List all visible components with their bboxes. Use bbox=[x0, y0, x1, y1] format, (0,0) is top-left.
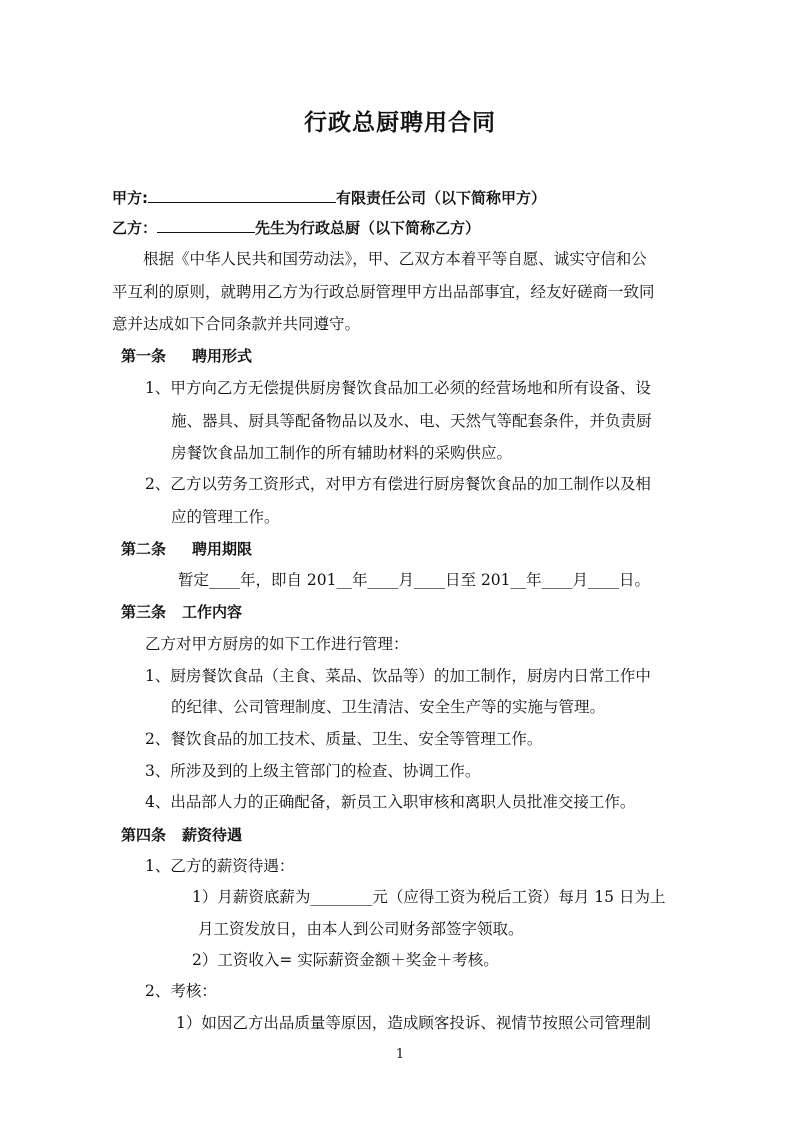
article-4-title: 薪资待遇 bbox=[182, 826, 243, 844]
article-4-sub-2: 2）工资收入= 实际薪资金额＋奖金＋考核。 bbox=[192, 951, 499, 969]
article-4-sub-1-line-1: 1）月薪资底薪为________元（应得工资为税后工资）每月 15 日为上 bbox=[192, 888, 666, 906]
party-b-name-blank bbox=[157, 218, 255, 233]
party-a-name-blank bbox=[148, 188, 336, 203]
article-1-item-1-line-1: 1、甲方向乙方无偿提供厨房餐饮食品加工必须的经营场地和所有设备、设 bbox=[145, 379, 651, 397]
article-4-item-2-label: 2、考核： bbox=[145, 982, 217, 1000]
article-3-item-2: 2、餐饮食品的加工技术、质量、卫生、安全等管理工作。 bbox=[145, 730, 543, 748]
article-1-heading bbox=[121, 346, 252, 366]
intro-line-1: 根据《中华人民共和国劳动法》，甲、乙双方本着平等自愿、诚实守信和公 bbox=[143, 250, 647, 268]
article-3-lead: 乙方对甲方厨房的如下工作进行管理： bbox=[145, 635, 409, 653]
party-a-label: 甲方: bbox=[112, 189, 148, 207]
party-b-line bbox=[112, 218, 480, 238]
article-1-number: 第一条 bbox=[121, 347, 167, 365]
party-b-suffix: 先生为行政总厨（以下简称乙方） bbox=[255, 219, 481, 237]
article-4-sub-1-line-2: 月工资发放日，由本人到公司财务部签字领取。 bbox=[198, 920, 524, 938]
page-number: 1 bbox=[395, 1047, 405, 1062]
article-1-item-2-line-1: 2、乙方以劳务工资形式，对甲方有偿进行厨房餐饮食品的加工制作以及相 bbox=[145, 475, 651, 493]
article-3-item-3: 3、所涉及到的上级主管部门的检查、协调工作。 bbox=[145, 762, 481, 780]
article-3-number: 第三条 bbox=[121, 603, 167, 621]
article-2-heading bbox=[121, 539, 252, 559]
article-4-heading bbox=[121, 825, 242, 845]
intro-line-3: 意并达成如下合同条款并共同遵守。 bbox=[112, 315, 361, 333]
article-3-item-1-line-1: 1、厨房餐饮食品（主食、菜品、饮品等）的加工制作，厨房内日常工作中 bbox=[145, 667, 651, 685]
article-2-title: 聘用期限 bbox=[192, 540, 253, 558]
article-4-sub-3: 1）如因乙方出品质量等原因，造成顾客投诉、视情节按照公司管理制 bbox=[176, 1014, 651, 1032]
article-1-item-1-line-2: 施、器具、厨具等配备物品以及水、电、天然气等配套条件，并负责厨 bbox=[171, 412, 652, 430]
article-4-item-1-label: 1、乙方的薪资待遇： bbox=[145, 857, 295, 875]
article-3-item-1-line-2: 的纪律、公司管理制度、卫生清洁、安全生产等的实施与管理。 bbox=[171, 698, 606, 716]
article-1-title: 聘用形式 bbox=[192, 347, 253, 365]
article-4-number: 第四条 bbox=[121, 826, 167, 844]
article-3-heading bbox=[121, 602, 242, 622]
article-3-title: 工作内容 bbox=[182, 603, 243, 621]
article-1-item-1-line-3: 房餐饮食品加工制作的所有辅助材料的采购供应。 bbox=[171, 444, 513, 462]
article-1-item-2-line-2: 应的管理工作。 bbox=[171, 508, 280, 526]
intro-line-2: 平互利的原则，就聘用乙方为行政总厨管理甲方出品部事宜，经友好磋商一致同 bbox=[112, 283, 655, 301]
party-b-label: 乙方： bbox=[112, 219, 158, 237]
article-2-term-line: 暂定____年，即自 201__年____月____日至 201__年____月____日。 bbox=[178, 571, 651, 589]
party-a-suffix: 有限责任公司（以下简称甲方） bbox=[336, 189, 547, 207]
document-title: 行政总厨聘用合同 bbox=[304, 110, 496, 136]
party-a-line bbox=[112, 188, 546, 208]
article-2-number: 第二条 bbox=[121, 540, 167, 558]
article-3-item-4: 4、出品部人力的正确配备，新员工入职审核和离职人员批准交接工作。 bbox=[145, 793, 636, 811]
